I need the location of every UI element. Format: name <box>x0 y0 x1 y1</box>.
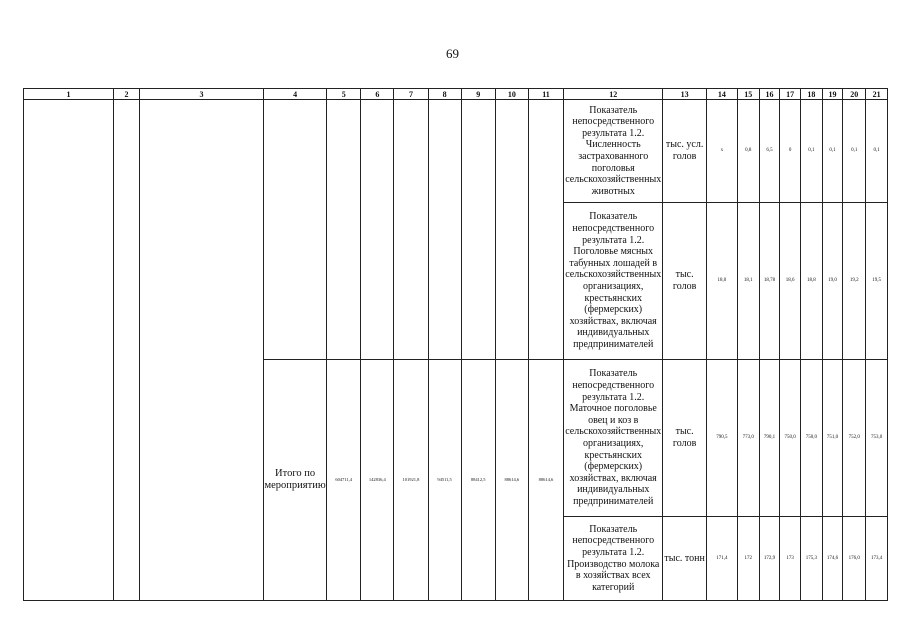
indicator-name: Показатель непосредственного результата 1.2. Маточное поголовье овец и коз в сельскохозяйственных организациях, крестьянских (фермерских) хозяйствах, включая индивидуальных предпринимателей <box>564 360 663 517</box>
column-number: 2 <box>114 89 140 100</box>
total-value: 88412,5 <box>461 360 495 601</box>
value-cell: 176,0 <box>843 517 866 601</box>
value-cell: 173 <box>780 517 801 601</box>
page-number: 69 <box>446 46 459 61</box>
column-number: 17 <box>780 89 801 100</box>
value-cell: 175,3 <box>800 517 822 601</box>
value-cell: 172 <box>737 517 759 601</box>
value-cell: 6,5 <box>759 100 780 203</box>
column-number: 18 <box>800 89 822 100</box>
column-number: 4 <box>264 89 327 100</box>
column-number: 5 <box>327 89 361 100</box>
value-cell: 753,0 <box>866 360 888 517</box>
value-cell: 750,0 <box>780 360 801 517</box>
unit-cell: тыс. голов <box>663 360 706 517</box>
column-number: 9 <box>461 89 495 100</box>
column-number: 19 <box>822 89 843 100</box>
value-cell: 0,1 <box>843 100 866 203</box>
value-cell: 752,0 <box>843 360 866 517</box>
column-number: 15 <box>737 89 759 100</box>
total-label: Итого по мероприятию <box>264 360 327 601</box>
column-number: 21 <box>866 89 888 100</box>
program-table <box>23 88 888 601</box>
column-number-row <box>24 89 888 100</box>
indicator-name: Показатель непосредственного результата 1.2. Производство молока в хозяйствах всех категорий <box>564 517 663 601</box>
cell-col2 <box>114 100 140 601</box>
column-number: 20 <box>843 89 866 100</box>
table-row <box>24 100 888 203</box>
value-cell: 18,1 <box>737 203 759 360</box>
column-number: 8 <box>428 89 461 100</box>
value-cell: 0,1 <box>866 100 888 203</box>
total-value: 88614,6 <box>528 360 563 601</box>
total-value: 88614,6 <box>495 360 528 601</box>
cell-col8 <box>428 100 461 360</box>
column-number: 10 <box>495 89 528 100</box>
value-cell: x <box>706 100 737 203</box>
cell-col10 <box>495 100 528 360</box>
value-cell: 751,0 <box>822 360 843 517</box>
column-number: 1 <box>24 89 114 100</box>
value-cell: 18,78 <box>759 203 780 360</box>
value-cell: 19,5 <box>866 203 888 360</box>
value-cell: 0,1 <box>800 100 822 203</box>
value-cell: 0,8 <box>737 100 759 203</box>
value-cell: 174,6 <box>822 517 843 601</box>
value-cell: 19,0 <box>822 203 843 360</box>
value-cell: 173,4 <box>866 517 888 601</box>
value-cell: 172,9 <box>759 517 780 601</box>
column-number: 7 <box>394 89 428 100</box>
indicator-name: Показатель непосредственного результата 1.2. Поголовье мясных табунных лошадей в сельскохозяйственных организациях, крестьянских (фермерских) хозяйствах, включая индивидуальных предпринимателей <box>564 203 663 360</box>
value-cell: 0,1 <box>822 100 843 203</box>
value-cell: 773,0 <box>737 360 759 517</box>
value-cell: 0 <box>780 100 801 203</box>
indicator-name: Показатель непосредственного результата 1.2. Численность застрахованного поголовья сельскохозяйственных животных <box>564 100 663 203</box>
cell-col9 <box>461 100 495 360</box>
column-number: 12 <box>564 89 663 100</box>
total-value: 94511,5 <box>428 360 461 601</box>
column-number: 6 <box>361 89 394 100</box>
column-number: 14 <box>706 89 737 100</box>
unit-cell: тыс. тонн <box>663 517 706 601</box>
cell-col4 <box>264 100 327 360</box>
value-cell: 750,0 <box>800 360 822 517</box>
cell-col7 <box>394 100 428 360</box>
column-number: 16 <box>759 89 780 100</box>
value-cell: 790,5 <box>706 360 737 517</box>
cell-col1 <box>24 100 114 601</box>
total-value: 604711,4 <box>327 360 361 601</box>
column-number: 11 <box>528 89 563 100</box>
value-cell: 18,6 <box>780 203 801 360</box>
value-cell: 171,4 <box>706 517 737 601</box>
unit-cell: тыс. усл. голов <box>663 100 706 203</box>
column-number: 13 <box>663 89 706 100</box>
cell-col3 <box>139 100 263 601</box>
total-value: 101921,8 <box>394 360 428 601</box>
cell-col11 <box>528 100 563 360</box>
cell-col5 <box>327 100 361 360</box>
column-number: 3 <box>139 89 263 100</box>
value-cell: 790,1 <box>759 360 780 517</box>
total-value: 142836,4 <box>361 360 394 601</box>
value-cell: 18,8 <box>800 203 822 360</box>
value-cell: 19,2 <box>843 203 866 360</box>
cell-col6 <box>361 100 394 360</box>
unit-cell: тыс. голов <box>663 203 706 360</box>
value-cell: 18,0 <box>706 203 737 360</box>
